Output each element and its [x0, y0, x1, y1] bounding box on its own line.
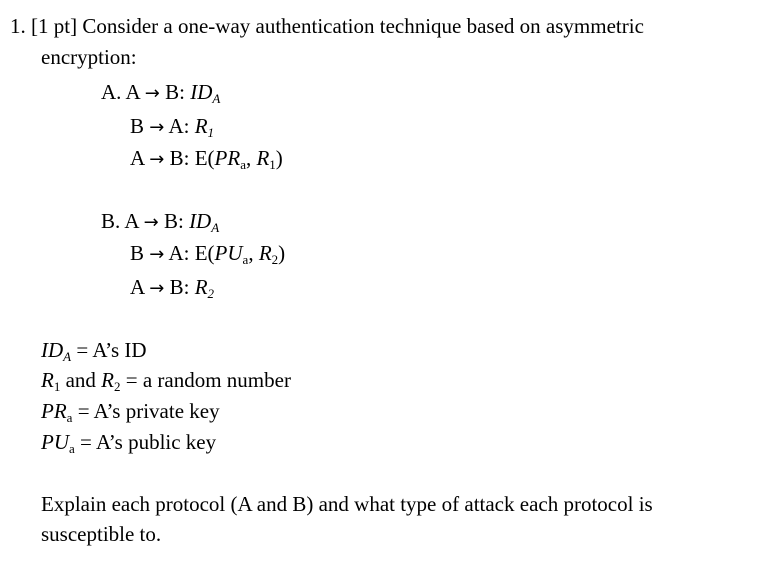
protocol-b-step-2	[130, 241, 286, 267]
definition-id: $ID_A$ = A’s ID	[41, 338, 147, 364]
arrow-right-icon: →	[144, 83, 160, 104]
receiver: B:	[165, 80, 185, 104]
definition-public-key: $PU_a$ = A’s public key	[41, 430, 217, 456]
arrow-right-icon: →	[149, 149, 165, 170]
sender: A	[124, 209, 139, 233]
protocol-a-step-2	[130, 114, 215, 140]
instruction-line-2: susceptible to.	[41, 522, 162, 546]
receiver: A:	[168, 114, 190, 138]
nonce: $R_2$	[194, 275, 215, 301]
protocol-a-step-1	[101, 80, 221, 106]
instruction-line-1: Explain each protocol (A and B) and what type of attack each protocol is	[41, 492, 653, 516]
identifier: $ID_A$	[189, 209, 220, 235]
sender: B	[130, 241, 145, 265]
protocol-a-step-3	[130, 146, 283, 172]
definition-private-key: $PR_a$ = A’s private key	[41, 399, 220, 425]
protocol-b-label: B.	[101, 209, 121, 233]
receiver: B:	[169, 275, 190, 299]
receiver: B:	[169, 146, 190, 170]
sender: B	[130, 114, 145, 138]
sender: A	[130, 275, 145, 299]
question-text: Consider a one-way authentication technique based on asymmetric	[82, 14, 644, 38]
receiver: B:	[163, 209, 184, 233]
sender: A	[130, 146, 145, 170]
identifier: $ID_A$	[190, 80, 221, 106]
question-points: [1 pt]	[31, 14, 78, 38]
arrow-right-icon: →	[149, 117, 165, 138]
nonce: $R_1$	[194, 114, 215, 140]
receiver: A:	[168, 241, 190, 265]
arrow-right-icon: →	[143, 212, 159, 233]
protocol-b-step-3	[130, 275, 215, 301]
encryption-expression: $E(PR_a$, $R_1$)	[194, 146, 283, 172]
definition-nonces: $R_1$ and $R_2 = a$ random number	[41, 368, 291, 394]
sender: A	[125, 80, 140, 104]
protocol-b-step-1	[101, 209, 220, 235]
protocol-a-label: A.	[101, 80, 122, 104]
question-text-cont: encryption:	[41, 45, 137, 69]
encryption-expression: $E(PU_a$, $R_2$)	[194, 241, 286, 267]
question-line-2	[41, 47, 137, 68]
arrow-right-icon: →	[149, 278, 165, 299]
arrow-right-icon: →	[149, 244, 165, 265]
question-line-1	[10, 16, 644, 37]
question-number: 1.	[10, 14, 26, 38]
